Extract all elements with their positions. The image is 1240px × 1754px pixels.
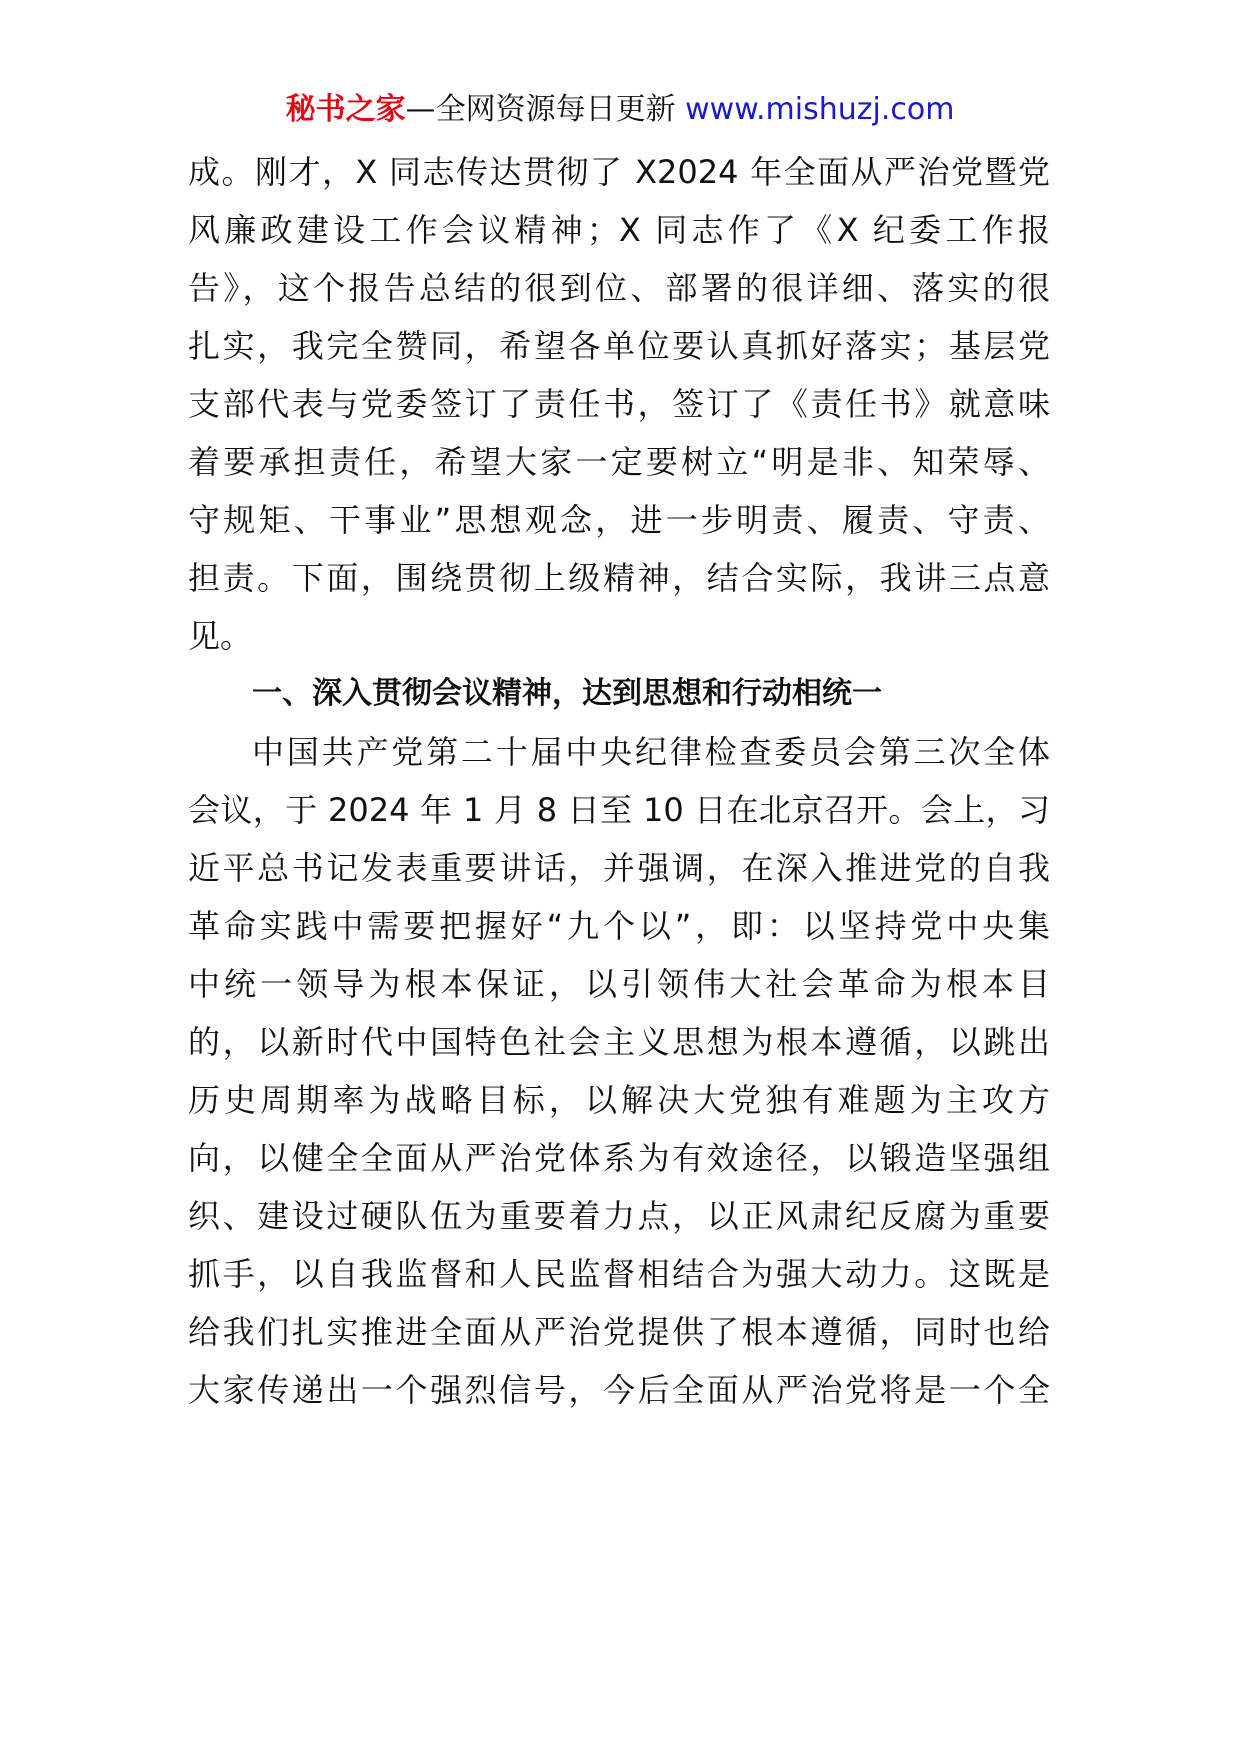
text-line: 向，以健全全面从严治党体系为有效途径，以锻造坚强组 — [188, 1139, 1050, 1177]
text-line: 革命实践中需要把握好“九个以”，即：以坚持党中央集 — [188, 907, 1050, 945]
text-line: 历史周期率为战略目标，以解决大党独有难题为主攻方 — [188, 1081, 1050, 1119]
text-line: 大家传递出一个强烈信号，今后全面从严治党将是一个全 — [188, 1371, 1050, 1409]
text-line: 支部代表与党委签订了责任书，签订了《责任书》就意味 — [188, 385, 1050, 423]
text-line: 近平总书记发表重要讲话，并强调，在深入推进党的自我 — [188, 849, 1050, 887]
brand-name: 秘书之家 — [285, 92, 406, 127]
text-line: 抓手，以自我监督和人民监督相结合为强大动力。这既是 — [188, 1255, 1050, 1293]
section-heading: 一、深入贯彻会议精神，达到思想和行动相统一 — [252, 676, 882, 711]
text-line: 织、建设过硬队伍为重要着力点，以正风肃纪反腐为重要 — [188, 1197, 1050, 1235]
text-line: 守规矩、干事业”思想观念，进一步明责、履责、守责、 — [188, 501, 1050, 539]
text-line: 的，以新时代中国特色社会主义思想为根本遵循，以跳出 — [188, 1023, 1050, 1061]
text-line: 中统一领导为根本保证，以引领伟大社会革命为根本目 — [188, 965, 1050, 1003]
text-line: 扎实，我完全赞同，希望各单位要认真抓好落实；基层党 — [188, 327, 1050, 365]
text-line: 风廉政建设工作会议精神；X 同志作了《X 纪委工作报 — [188, 211, 1050, 249]
site-url-link[interactable]: www.mishuzj.com — [685, 92, 955, 127]
text-line: 成。刚才，X 同志传达贯彻了 X2024 年全面从严治党暨党 — [188, 153, 1050, 191]
text-line: 会议，于 2024 年 1 月 8 日至 10 日在北京召开。会上，习 — [188, 791, 1050, 829]
text-line: 中国共产党第二十届中央纪律检查委员会第三次全体 — [252, 733, 1050, 771]
text-line: 给我们扎实推进全面从严治党提供了根本遵循，同时也给 — [188, 1313, 1050, 1351]
text-line: 告》，这个报告总结的很到位、部署的很详细、落实的很 — [188, 269, 1050, 307]
text-line: 担责。下面，围绕贯彻上级精神，结合实际，我讲三点意 — [188, 559, 1050, 597]
header-tagline: —全网资源每日更新 — [405, 92, 676, 127]
page-header — [0, 88, 1240, 132]
text-line: 着要承担责任，希望大家一定要树立“明是非、知荣辱、 — [188, 443, 1050, 481]
text-line: 见。 — [188, 617, 253, 655]
